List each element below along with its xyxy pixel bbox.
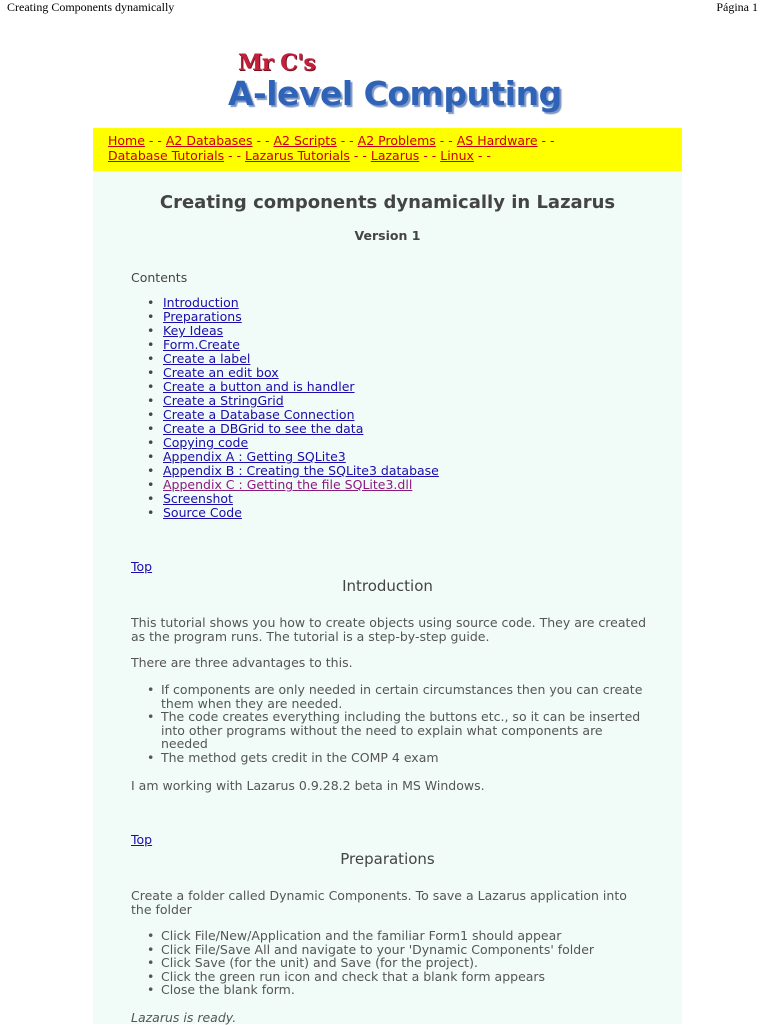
list-item: • Click File/Save All and navigate to your 'Dynamic Components' folder [147, 943, 647, 957]
toc-item [147, 352, 439, 366]
toc-link-appendix-b[interactable]: Appendix B : Creating the SQLite3 database [163, 463, 439, 478]
toc-item [147, 338, 439, 352]
toc-link-copying-code[interactable]: Copying code [163, 435, 249, 450]
toc-item [147, 422, 439, 436]
logo-alevel-text: A-level Computing [228, 74, 562, 113]
toc-item [147, 394, 439, 408]
nav-link-lazarus-tutorials[interactable]: Lazarus Tutorials [245, 148, 350, 163]
toc-link-create-dbgrid[interactable]: Create a DBGrid to see the data [163, 421, 364, 436]
intro-paragraph-1: This tutorial shows you how to create objects using source code. They are created as the program runs. The tutorial is a step-by-step guide. [131, 615, 647, 644]
list-item: • Close the blank form. [147, 983, 647, 997]
nav-separator: - - [224, 148, 246, 163]
list-item: • Click the green run icon and check that a blank form appears [147, 970, 647, 984]
toc-item [147, 464, 439, 478]
list-item: • Click File/New/Application and the familiar Form1 should appear [147, 929, 647, 943]
toc-item [147, 380, 439, 394]
prep-steps-list [147, 929, 647, 997]
toc-link-source-code[interactable]: Source Code [163, 505, 242, 520]
list-item: • Click Save (for the unit) and Save (for the project). [147, 956, 647, 970]
toc-link-appendix-c[interactable]: Appendix C : Getting the file SQLite3.dll [163, 477, 413, 492]
nav-separator: - - [349, 148, 371, 163]
toc-link-introduction[interactable]: Introduction [163, 295, 239, 310]
nav-separator: - - [252, 133, 274, 148]
toc-link-create-button[interactable]: Create a button and is handler [163, 379, 355, 394]
toc-link-create-label[interactable]: Create a label [163, 351, 251, 366]
preparations-heading: Preparations [340, 850, 435, 868]
nav-line-1 [108, 134, 555, 148]
toc-item [147, 478, 439, 492]
toc-link-appendix-a[interactable]: Appendix A : Getting SQLite3 [163, 449, 346, 464]
nav-separator: - - [144, 133, 166, 148]
toc-item [147, 296, 439, 310]
table-of-contents [147, 296, 439, 520]
toc-link-create-stringgrid[interactable]: Create a StringGrid [163, 393, 284, 408]
prep-paragraph-2: Lazarus is ready. [131, 1010, 237, 1025]
nav-link-database-tutorials[interactable]: Database Tutorials [108, 148, 225, 163]
toc-link-create-db-connection[interactable]: Create a Database Connection [163, 407, 355, 422]
list-item: • The method gets credit in the COMP 4 exam [147, 751, 647, 765]
pdf-page-header [0, 0, 768, 20]
nav-link-a2-problems[interactable]: A2 Problems [357, 133, 436, 148]
top-navigation-bar [93, 128, 682, 171]
toc-link-key-ideas[interactable]: Key Ideas [163, 323, 224, 338]
nav-separator: - - [336, 133, 358, 148]
nav-separator: - - [419, 148, 441, 163]
nav-link-a2-databases[interactable]: A2 Databases [165, 133, 253, 148]
version-label: Version 1 [354, 228, 421, 243]
toc-item [147, 366, 439, 380]
nav-link-linux[interactable]: Linux [440, 148, 474, 163]
intro-advantages-list [147, 683, 647, 764]
nav-link-lazarus[interactable]: Lazarus [370, 148, 420, 163]
nav-link-home[interactable]: Home [108, 133, 145, 148]
toc-item [147, 436, 439, 450]
nav-link-a2-scripts[interactable]: A2 Scripts [273, 133, 337, 148]
nav-line-2 [108, 149, 491, 163]
nav-separator: - - [473, 148, 491, 163]
page-number: Página 1 [716, 0, 758, 14]
page-title: Creating components dynamically in Lazarus [159, 192, 616, 213]
toc-item [147, 492, 439, 506]
toc-link-screenshot[interactable]: Screenshot [163, 491, 233, 506]
document-title: Creating Components dynamically [7, 0, 175, 14]
top-link[interactable]: Top [131, 559, 153, 574]
nav-link-as-hardware[interactable]: AS Hardware [456, 133, 538, 148]
list-item: • The code creates everything including the buttons etc., so it can be inserted into other programs without the need to explain what components are needed [147, 710, 647, 751]
nav-separator: - - [537, 133, 555, 148]
toc-item [147, 408, 439, 422]
toc-link-create-edit-box[interactable]: Create an edit box [163, 365, 279, 380]
top-link[interactable]: Top [131, 832, 153, 847]
toc-item [147, 506, 439, 520]
toc-item [147, 324, 439, 338]
intro-paragraph-3: I am working with Lazarus 0.9.28.2 beta in MS Windows. [131, 778, 485, 793]
prep-paragraph-1: Create a folder called Dynamic Components. To save a Lazarus application into the folder [131, 888, 627, 917]
toc-item [147, 310, 439, 324]
list-item: • If components are only needed in certain circumstances then you can create them when they are needed. [147, 683, 647, 710]
toc-link-preparations[interactable]: Preparations [163, 309, 242, 324]
site-logo[interactable] [228, 48, 568, 128]
introduction-heading: Introduction [342, 577, 433, 595]
toc-link-form-create[interactable]: Form.Create [163, 337, 240, 352]
logo-mrc-text: Mr C's [238, 50, 316, 76]
toc-item [147, 450, 439, 464]
nav-separator: - - [435, 133, 457, 148]
main-content [93, 171, 682, 1024]
intro-paragraph-2: There are three advantages to this. [131, 655, 353, 670]
contents-label: Contents [131, 270, 188, 285]
